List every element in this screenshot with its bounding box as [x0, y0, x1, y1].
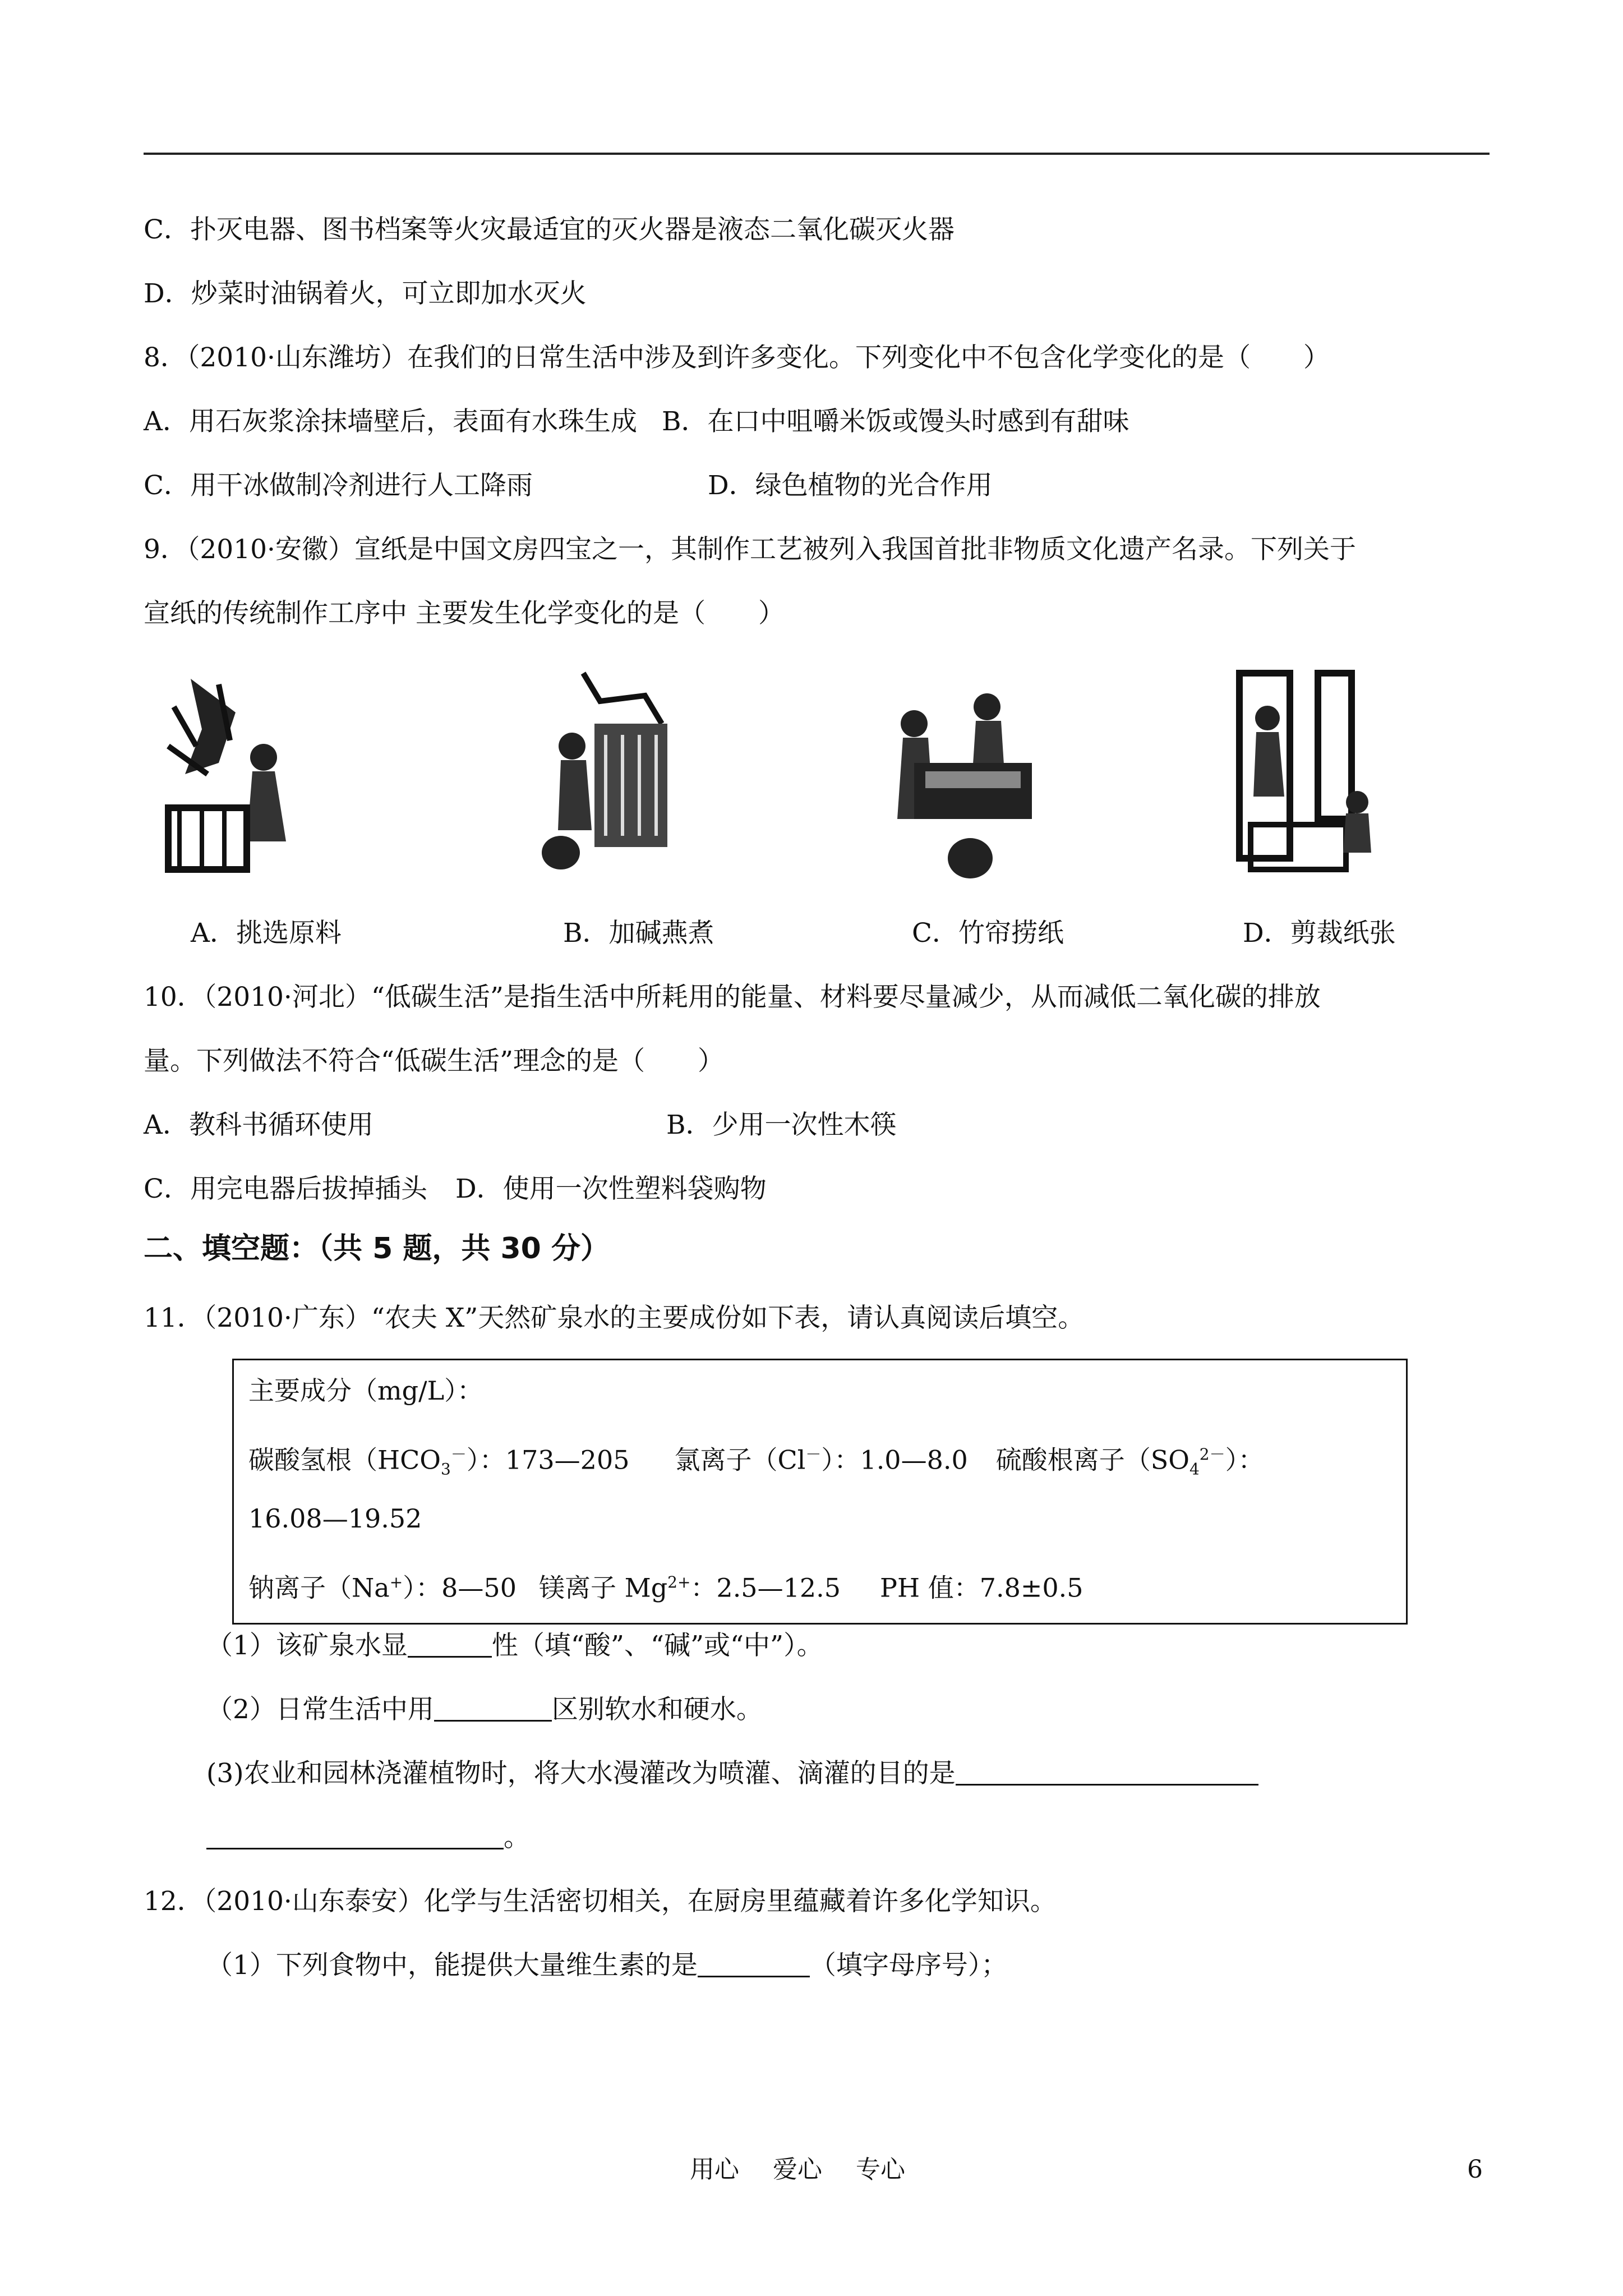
answer-blank-4[interactable]: [698, 1950, 810, 1977]
answer-blank-3a[interactable]: [956, 1758, 1258, 1786]
question-9-line2: 宣纸的传统制作工序中 主要发生化学变化的是（ ）: [144, 598, 785, 629]
question-11: 11．（2010·广东）“农夫 X”天然矿泉水的主要成份如下表，请认真阅读后填空。: [144, 1303, 1085, 1333]
q12-part-1: [206, 1949, 1007, 1982]
mg-label: 镁离子 Mg: [538, 1572, 668, 1603]
answer-blank-3b[interactable]: [206, 1822, 504, 1849]
question-8: 8．（2010·山东潍坊）在我们的日常生活中涉及到许多变化。下列变化中不包含化学变化的是（ ）: [144, 342, 1330, 373]
ph-value: PH 值：7.8±0.5: [880, 1572, 1083, 1603]
table-header: 主要成分（mg/L）：: [248, 1375, 483, 1406]
q9-option-d: D．剪裁纸张: [1243, 918, 1396, 949]
figure-d-drawing: [1223, 662, 1391, 892]
mineral-water-table: [232, 1359, 1408, 1625]
q8-option-d: D．绿色植物的光合作用: [708, 470, 993, 501]
answer-blank-2[interactable]: [434, 1694, 552, 1722]
q11-part-3: [206, 1757, 1258, 1791]
q10-option-a: A．教科书循环使用: [144, 1110, 374, 1140]
figure-a-selecting-materials: [151, 662, 303, 892]
footer-slogan-2: 爱心: [773, 2155, 822, 2184]
figure-a-drawing: [151, 662, 303, 892]
so4-range: 16.08—19.52: [248, 1503, 422, 1534]
question-12: 12．（2010·山东泰安）化学与生活密切相关，在厨房里蕴藏着许多化学知识。: [144, 1886, 1057, 1917]
hco3-subscript: 3: [441, 1460, 451, 1479]
q9-option-b: B．加碱燕煮: [563, 918, 714, 949]
header-rule: [144, 153, 1490, 155]
q10-option-d: D．使用一次性塑料袋购物: [455, 1174, 767, 1204]
mg-superscript: 2+: [667, 1573, 691, 1591]
hco3-value: ）：173—205: [466, 1444, 630, 1475]
so4-value: ）：: [1225, 1444, 1264, 1475]
q10-option-c: C．用完电器后拔掉插头: [144, 1174, 427, 1204]
q7-option-c: C．扑灭电器、图书档案等火灾最适宜的灭火器是液态二氧化碳灭火器: [144, 214, 955, 245]
footer-slogan-3: 专心: [856, 2155, 905, 2184]
table-row-3: [248, 1566, 1083, 1604]
section-2-heading: 二、填空题：（共 5 题，共 30 分）: [144, 1232, 610, 1266]
q7-option-d: D．炒菜时油锅着火，可立即加水灭火: [144, 278, 587, 309]
hco3-label: 碳酸氢根（HCO: [248, 1444, 441, 1475]
na-superscript: +: [389, 1573, 403, 1591]
figure-c-drawing: [875, 662, 1077, 892]
q8-option-c: C．用干冰做制冷剂进行人工降雨: [144, 470, 533, 501]
q9-option-a: A．挑选原料: [191, 918, 342, 949]
cl-value: ）：1.0—8.0: [821, 1444, 968, 1475]
cl-label: 氯离子（Cl: [674, 1444, 806, 1475]
q11-part-1: [206, 1629, 823, 1663]
q8-option-b: B．在口中咀嚼米饭或馒头时感到有甜味: [661, 406, 1129, 437]
page-number: 6: [1467, 2155, 1483, 2184]
question-9-line1: 9．（2010·安徽）宣纸是中国文房四宝之一，其制作工艺被列入我国首批非物质文化遗产名录。下列关于: [144, 534, 1356, 565]
question-10-line2: 量。下列做法不符合“低碳生活”理念的是（ ）: [144, 1046, 725, 1076]
figure-c-scooping-paper: [875, 662, 1077, 892]
na-label: 钠离子（Na: [248, 1572, 390, 1603]
answer-blank-1[interactable]: [408, 1630, 492, 1658]
footer-slogan: [690, 2154, 905, 2185]
q10-options-cd: [144, 1172, 767, 1206]
q11-part-1-prefix: （1）该矿泉水显: [206, 1630, 408, 1661]
q8-options-ab: [144, 405, 1129, 439]
mg-value: ：2.5—12.5: [690, 1572, 841, 1603]
question-10-line1: 10．（2010·河北）“低碳生活”是指生活中所耗用的能量、材料要尽量减少，从而减低二氧化碳的排放: [144, 982, 1321, 1013]
figure-d-cutting-paper: [1223, 662, 1391, 892]
q12-part-1-prefix: （1）下列食物中，能提供大量维生素的是: [206, 1950, 698, 1981]
q11-part-2-suffix: 区别软水和硬水。: [551, 1694, 763, 1725]
q11-part-2: [206, 1693, 763, 1727]
figure-b-drawing: [533, 662, 684, 892]
q11-part-2-prefix: （2）日常生活中用: [206, 1694, 434, 1725]
so4-subscript: 4: [1189, 1460, 1200, 1479]
q11-part-3-text: (3)农业和园林浇灌植物时，将大水漫灌改为喷灌、滴灌的目的是: [206, 1758, 956, 1789]
q12-part-1-suffix: （填字母序号）；: [809, 1950, 1008, 1981]
q11-part-1-suffix: 性（填“酸”、“碱”或“中”）。: [491, 1630, 823, 1661]
hco3-superscript: －: [450, 1445, 467, 1464]
q8-option-a: A．用石灰浆涂抹墙壁后，表面有水珠生成: [144, 406, 637, 437]
q10-option-b: B．少用一次性木筷: [666, 1110, 897, 1140]
cl-superscript: －: [805, 1445, 822, 1464]
so4-label: 硫酸根离子（SO: [995, 1444, 1189, 1475]
na-value: ）：8—50: [403, 1572, 517, 1603]
q11-part-3-end: 。: [504, 1822, 530, 1853]
table-row-1: [248, 1438, 1264, 1487]
q11-part-3-continued: [206, 1821, 530, 1855]
so4-superscript: 2－: [1199, 1445, 1225, 1464]
figure-b-boiling-with-alkali: [533, 662, 684, 892]
footer-slogan-1: 用心: [690, 2155, 739, 2184]
q9-option-c: C．竹帘捞纸: [912, 918, 1064, 949]
